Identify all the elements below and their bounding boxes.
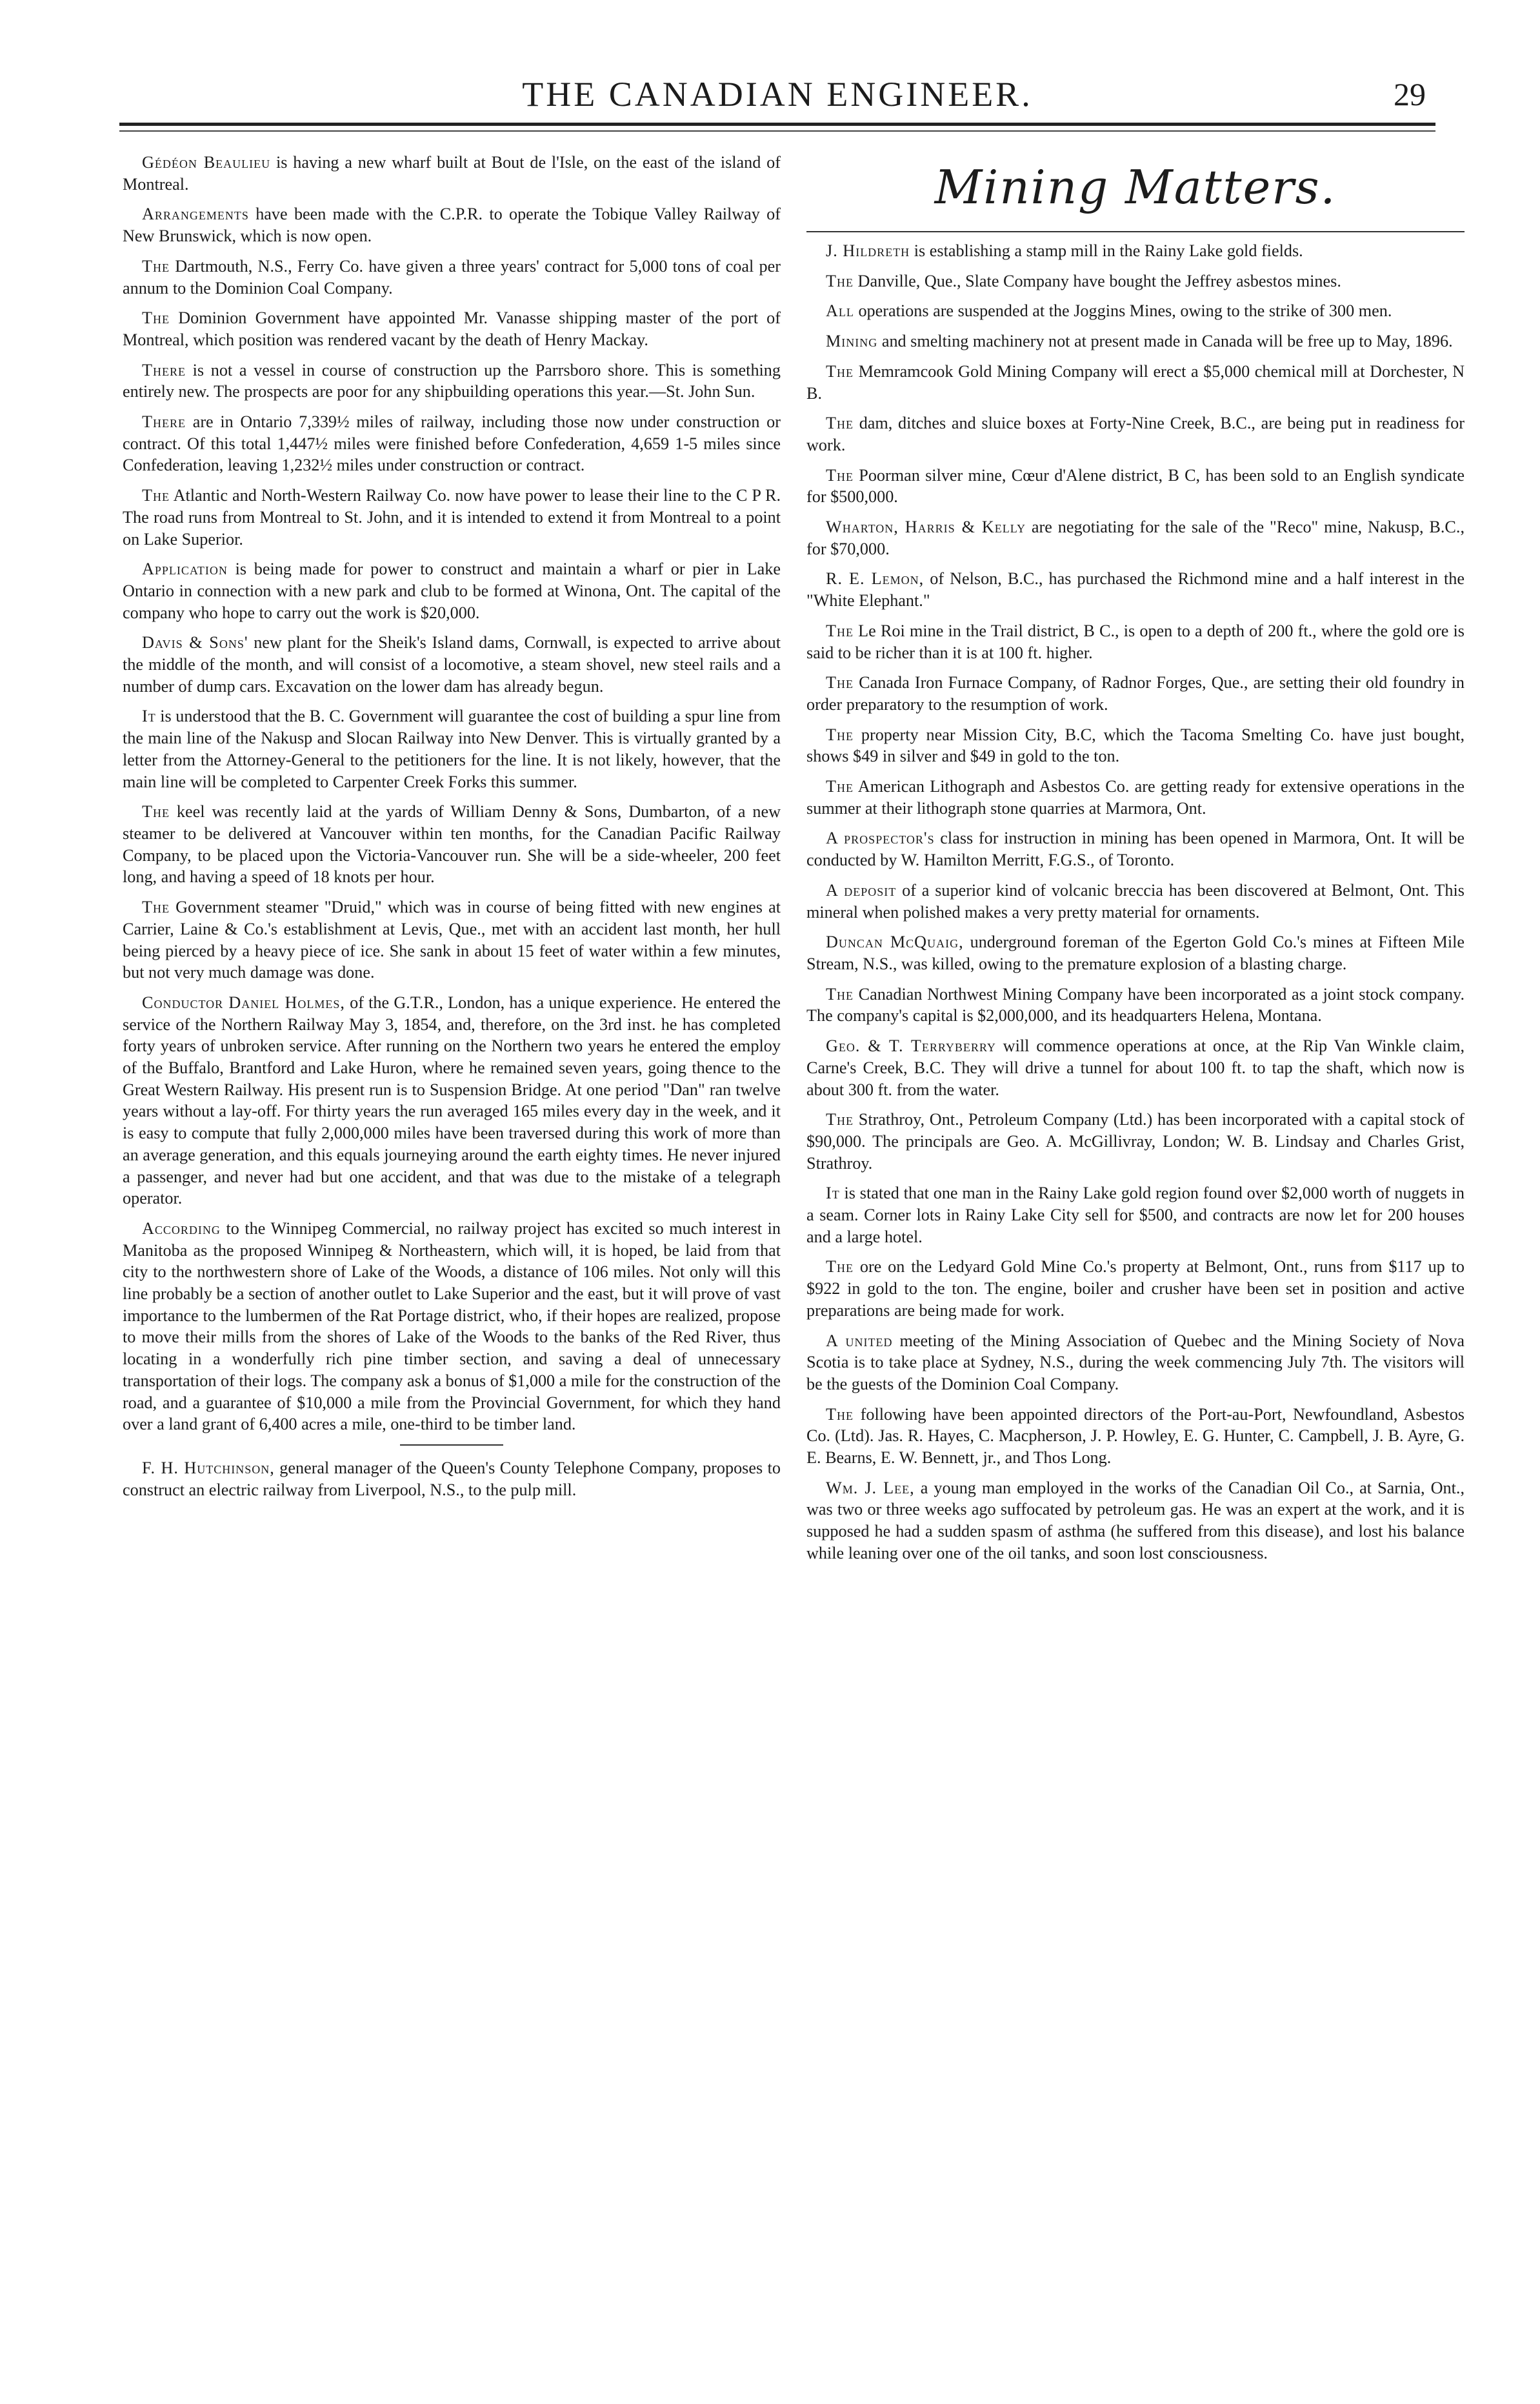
page-number: 29 (1394, 76, 1426, 112)
news-item-lead: The (142, 486, 170, 505)
left-column (123, 152, 781, 1509)
news-item-text: Canadian Northwest Mining Company have been incorporated as a joint stock company. The company's capital is $2,000,000, and its headquarters Helena, Montana. (806, 984, 1465, 1025)
news-item-lead: A deposit (826, 880, 897, 900)
news-item (806, 516, 1465, 560)
news-item-lead: The (826, 725, 854, 744)
news-item-text: is understood that the B. C. Government will guarantee the cost of building a spur line from the main line of the Nakusp and Slocan Railway into New Denver. This is virtually granted by a letter from the Attorney-General to the petitioners for the line. It is not likely, however, that the main line will be completed to Carpenter Creek Forks this summer. (123, 707, 781, 791)
news-item-text: ore on the Ledyard Gold Mine Co.'s property at Belmont, Ont., runs from $117 up to $922 in gold to the ton. The engine, boiler and crusher have been set in position and active preparations are being made for work. (806, 1257, 1465, 1320)
news-item-text: following have been appointed directors of the Port-au-Port, Newfoundland, Asbestos Co. (Ltd). Jas. R. Hayes, C. Macpherson, J. P. Howley, E. G. Hunter, C. Campbell, J. B. Ayre, G. E. Bearns, E. W. Bennett, jr., and Thos Long. (806, 1404, 1465, 1468)
news-item-text: are negotiating for the sale of the "Reco" mine, Nakusp, B.C., for $70,000. (806, 518, 1465, 558)
section-separator (400, 1444, 503, 1446)
news-item (123, 307, 781, 350)
news-item (806, 1477, 1465, 1564)
publication-title: THE CANADIAN ENGINEER. (522, 75, 1033, 114)
news-item-text: Dominion Government have appointed Mr. Vanasse shipping master of the port of Montreal, which position was rendered vacant by the death of Henry Mackay. (123, 308, 781, 349)
news-item-lead: The (142, 898, 170, 917)
news-item-text: new plant for the Sheik's Island dams, Cornwall, is expected to arrive about the middle of the month, and will consist of a locomotive, a steam shovel, new steel rails and a number of dump cars. Excavation on the lower dam has already begun. (123, 633, 781, 696)
news-item-text: is being made for power to construct and maintain a wharf or pier in Lake Ontario in connection with a new park and club to be formed at Winona, Ont. The capital of the company who hope to carry out the work is $20,000. (123, 560, 781, 622)
news-item-lead: The (826, 361, 854, 381)
news-item-text: Le Roi mine in the Trail district, B C., is open to a depth of 200 ft., where the gold ore is said to be richer than it is at 100 ft. higher. (806, 621, 1465, 662)
news-item-text: Poorman silver mine, Cœur d'Alene district, B C, has been sold to an English syndicate for $500,000. (806, 465, 1465, 507)
news-item (806, 361, 1465, 404)
news-item-text: meeting of the Mining Association of Quebec and the Mining Society of Nova Scotia is to take place at Sydney, N.S., during the week commencing July 7th. The visitors will be the guests of the Dominion Coal Company. (806, 1331, 1465, 1393)
news-item-lead: Wharton, Harris & Kelly (826, 518, 1026, 537)
news-item-text: is having a new wharf built at Bout de l'Isle, on the east of the island of Montreal. (123, 153, 781, 194)
news-item-lead: The (142, 308, 170, 328)
news-item (123, 896, 781, 984)
news-item-lead: According (142, 1218, 221, 1238)
news-item-lead: A united (826, 1331, 893, 1350)
news-item-text: and smelting machinery not at present made in Canada will be free up to May, 1896. (877, 332, 1453, 351)
news-item-lead: The (142, 802, 170, 822)
news-item-text: to the Winnipeg Commercial, no railway project has excited so much interest in Manitoba as the proposed Winnipeg & Northeastern, which will, it is hoped, be laid from that city to the northwestern shore of Lake of the Woods, a distance of 106 miles. Not only will this line probably be a section of another outlet to Lake Superior and the east, but it will prove of vast importance to the lumbermen of the Rat Portage district, who, if their hopes are realized, propose to move their mills from the shores of Lake of the Woods to the banks of the Red River, thus locating in a wonderfully rich pine timber section, and saving a deal of unnecessary transportation of their logs. The company ask a bonus of $1,000 a mile for the construction of the road, and a guarantee of $10,000 a mile from the Provincial Government, for which they hand over a land grant of 6,400 acres a mile, one-third to be timber land. (123, 1218, 781, 1434)
news-item-text: will commence operations at once, at the Rip Van Winkle claim, Carne's Creek, B.C. They will drive a tunnel for about 100 ft. to tap the shaft, which now is about 300 ft. from the water. (806, 1036, 1465, 1099)
news-item (123, 801, 781, 888)
page-header (119, 74, 1435, 119)
news-item-text: have been made with the C.P.R. to operate the Tobique Valley Railway of New Brunswick, which is now open. (123, 205, 781, 246)
header-rule-thick (119, 123, 1435, 126)
news-item-lead: The (826, 1110, 854, 1129)
news-item-lead: The (826, 271, 854, 290)
news-item (123, 359, 781, 403)
news-item (123, 152, 781, 195)
news-item-lead: The (826, 777, 854, 796)
news-item (123, 1218, 781, 1435)
news-item (806, 620, 1465, 663)
news-item (123, 485, 781, 550)
news-item-text: is establishing a stamp mill in the Rainy Lake gold fields. (910, 241, 1303, 260)
news-item-lead: The (826, 673, 854, 692)
news-item (123, 632, 781, 697)
news-item-lead: A prospector's (826, 829, 935, 848)
news-item-lead: It (826, 1184, 840, 1203)
news-item (806, 672, 1465, 715)
news-item-lead: The (826, 1404, 854, 1424)
news-item-lead: There (142, 412, 186, 432)
news-item-lead: R. E. Lemon, (826, 569, 925, 589)
news-item-lead: The (826, 414, 854, 433)
news-item-text: Atlantic and North-Western Railway Co. now have power to lease their line to the C P R. The road runs from Montreal to St. John, and it is intended to extend it from Montreal to a point on Lake Superior. (123, 486, 781, 549)
news-item (806, 270, 1465, 292)
news-item (123, 256, 781, 299)
news-item (806, 724, 1465, 767)
news-item (123, 705, 781, 793)
news-item (806, 931, 1465, 975)
news-item (806, 300, 1465, 322)
news-item-text: American Lithograph and Asbestos Co. are getting ready for extensive operations in the summer at their lithograph stone quarries at Marmora, Ont. (806, 777, 1465, 818)
news-item-lead: Mining (826, 332, 878, 351)
right-column (806, 152, 1465, 1573)
news-item (806, 984, 1465, 1027)
news-item-text: of a superior kind of volcanic breccia has been discovered at Belmont, Ont. This mineral when polished makes a very pretty material for ornaments. (806, 880, 1465, 922)
news-item-text: Dartmouth, N.S., Ferry Co. have given a three years' contract for 5,000 tons of coal per annum to the Dominion Coal Company. (123, 256, 781, 298)
news-item (806, 1109, 1465, 1174)
news-item (806, 412, 1465, 456)
news-item-lead: There (142, 360, 186, 379)
news-item (123, 558, 781, 623)
news-item-text: Memramcook Gold Mining Company will erect a $5,000 chemical mill at Dorchester, N B. (806, 361, 1465, 403)
news-item (806, 1404, 1465, 1469)
news-item-lead: Application (142, 560, 228, 579)
news-item-text: operations are suspended at the Joggins Mines, owing to the strike of 300 men. (854, 301, 1392, 321)
news-item (123, 992, 781, 1209)
news-item (806, 880, 1465, 923)
header-rule-thin (119, 130, 1435, 132)
news-item-text: Strathroy, Ont., Petroleum Company (Ltd.) has been incorporated with a capital stock of $90,000. The principals are Geo. A. McGillivray, London; W. B. Lindsay and Charles Grist, Strathroy. (806, 1110, 1465, 1173)
news-item-text: underground foreman of the Egerton Gold Co.'s mines at Fifteen Mile Stream, N.S., was killed, owing to the premature explosion of a blasting charge. (806, 933, 1465, 973)
news-item-lead: The (142, 256, 170, 276)
news-item-text: is stated that one man in the Rainy Lake gold region found over $2,000 worth of nuggets in a seam. Corner lots in Rainy Lake City sell for $500, and contracts are now let for 200 houses and a large hotel. (806, 1184, 1465, 1246)
news-item-text: property near Mission City, B.C, which the Tacoma Smelting Co. have just bought, shows $49 in silver and $49 in gold to the ton. (806, 725, 1465, 766)
news-item-lead: J. Hildreth (826, 241, 910, 260)
news-item-lead: Duncan McQuaig, (826, 933, 964, 952)
news-item-text: is not a vessel in course of construction up the Parrsboro shore. This is something entirely new. The prospects are poor for any shipbuilding operations this year.—St. John Sun. (123, 360, 781, 401)
news-item (806, 465, 1465, 508)
news-item (123, 411, 781, 476)
news-item (806, 1182, 1465, 1247)
news-item-text: a young man employed in the works of the Canadian Oil Co., at Sarnia, Ont., was two or three weeks ago suffocated by petroleum gas. He was an expert at the work, and it is supposed he had a sudden spasm of asthma (he suffered from this disease), and lost his balance while leaning over one of the oil tanks, and soon lost consciousness. (806, 1478, 1465, 1562)
news-item-lead: Conductor Daniel Holmes, (142, 993, 345, 1012)
news-item-lead: The (826, 1257, 854, 1277)
news-item (806, 330, 1465, 352)
news-item-lead: Arrangements (142, 205, 249, 224)
news-item (806, 827, 1465, 871)
masthead-rule (806, 231, 1465, 232)
news-item-text: Danville, Que., Slate Company have bought the Jeffrey asbestos mines. (854, 271, 1341, 290)
news-item (806, 776, 1465, 819)
news-item-text: general manager of the Queen's County Telephone Company, proposes to construct an electric railway from Liverpool, N.S., to the pulp mill. (123, 1458, 781, 1499)
news-item (806, 1330, 1465, 1395)
news-item-lead: F. H. Hutchinson, (142, 1458, 275, 1477)
news-item-lead: The (826, 465, 854, 485)
news-item-text: class for instruction in mining has been opened in Marmora, Ont. It will be conducted by W. Hamilton Merritt, F.G.S., of Toronto. (806, 829, 1465, 870)
news-item-lead: All (826, 301, 854, 321)
news-item-lead: Davis & Sons' (142, 633, 248, 652)
news-item-lead: Geo. & T. Terryberry (826, 1036, 996, 1056)
section-title: Mining Matters. (934, 160, 1337, 214)
news-item-text: of the G.T.R., London, has a unique experience. He entered the service of the Northern Railway May 3, 1854, and, therefore, on the 3rd inst. he has completed forty years of unbroken service. After running on the Northern two years he entered the employ of the Buffalo, Brantford and Lake Huron, where he remained seven years, going thence to the Great Western Railway. His present run is to Suspension Bridge. At one period "Dan" ran twelve years without a lay-off. For thirty years the run averaged 165 miles every day in the week, and it is easy to compute that fully 2,000,000 miles have been traversed during this work of more than an average generation, and this equals journeying around the earth eighty times. He never injured a passenger, and never had but one accident, and that was due to the mistake of a telegraph operator. (123, 993, 781, 1208)
news-item (123, 1457, 781, 1500)
news-item (806, 1035, 1465, 1100)
right-column-items (806, 240, 1465, 1564)
news-item (806, 1256, 1465, 1321)
news-item (806, 240, 1465, 262)
news-item-text: of Nelson, B.C., has purchased the Richmond mine and a half interest in the "White Elephant." (806, 569, 1465, 611)
news-item (123, 203, 781, 247)
news-item-lead: The (826, 621, 854, 640)
news-item-lead: Gédéon Beaulieu (142, 153, 271, 172)
news-item-lead: Wm. J. Lee, (826, 1478, 915, 1497)
news-item-lead: It (142, 707, 156, 726)
news-item-text: Government steamer "Druid," which was in course of being fitted with new engines at Carrier, Laine & Co.'s establishment at Levis, Que., met with an accident last month, her hull being pierced by a heavy piece of ice. She sank in about 15 feet of water within a few minutes, but not very much damage was done. (123, 898, 781, 982)
section-masthead (806, 152, 1465, 232)
news-item-text: are in Ontario 7,339½ miles of railway, including those now under construction or contract. Of this total 1,447½ miles were finished before Confederation, 4,659 1-5 miles since Confederation, leaving 1,232½ miles under construction or contract. (123, 412, 781, 475)
news-item-text: keel was recently laid at the yards of William Denny & Sons, Dumbarton, of a new steamer to be delivered at Vancouver within ten months, for the Canadian Pacific Railway Company, to be placed upon the Victoria-Vancouver run. She will be a side-wheeler, 200 feet long, and having a speed of 18 knots per hour. (123, 802, 781, 887)
news-item-text: Canada Iron Furnace Company, of Radnor Forges, Que., are setting their old foundry in order preparatory to the resumption of work. (806, 673, 1465, 714)
news-item-lead: The (826, 984, 854, 1004)
news-item-text: dam, ditches and sluice boxes at Forty-Nine Creek, B.C., are being put in readiness for work. (806, 414, 1465, 454)
news-item (806, 568, 1465, 611)
